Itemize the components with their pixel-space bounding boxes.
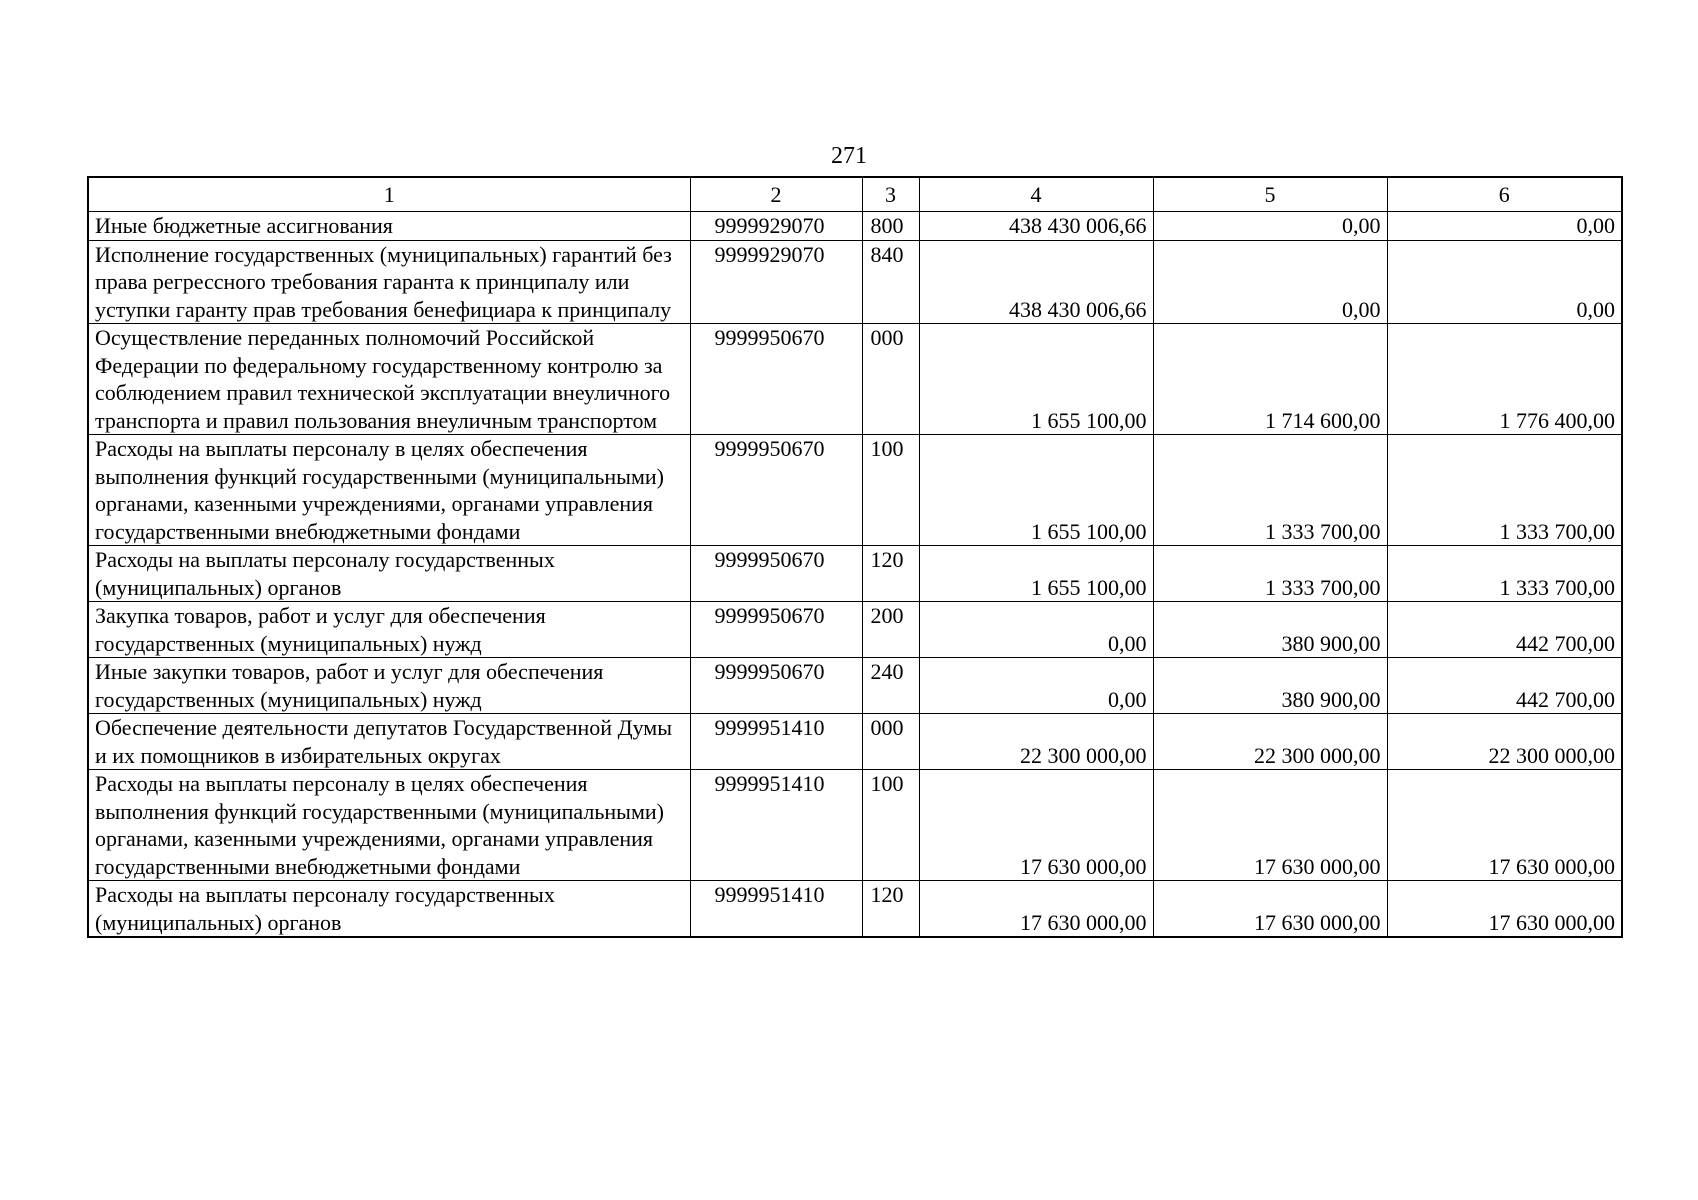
row-value-1-cell: 17 630 000,00 bbox=[919, 770, 1153, 881]
row-kind-cell: 120 bbox=[862, 546, 919, 602]
table-row bbox=[88, 714, 1622, 770]
table-header-row bbox=[88, 177, 1622, 212]
row-code-cell: 9999951410 bbox=[690, 770, 862, 881]
row-name-cell: Расходы на выплаты персоналу государственных (муниципальных) органов bbox=[88, 546, 690, 602]
row-kind-cell: 240 bbox=[862, 658, 919, 714]
table-row bbox=[88, 602, 1622, 658]
table-row bbox=[88, 658, 1622, 714]
row-code-cell: 9999950670 bbox=[690, 435, 862, 546]
row-value-1-cell: 0,00 bbox=[919, 658, 1153, 714]
row-code-cell: 9999951410 bbox=[690, 714, 862, 770]
row-kind-cell: 120 bbox=[862, 881, 919, 938]
row-code-cell: 9999950670 bbox=[690, 324, 862, 435]
row-name-cell: Расходы на выплаты персоналу в целях обеспечения выполнения функций государственными (муниципальными) органами, казенными учреждениями, органами управления государственными внебюджетными фондами bbox=[88, 435, 690, 546]
row-name-cell: Исполнение государственных (муниципальных) гарантий без права регрессного требования гаранта к принципалу или уступки гаранту прав требования бенефициара к принципалу bbox=[88, 240, 690, 324]
row-value-2-cell: 17 630 000,00 bbox=[1153, 770, 1387, 881]
row-value-1-cell: 438 430 006,66 bbox=[919, 240, 1153, 324]
row-value-3-cell: 442 700,00 bbox=[1387, 658, 1622, 714]
row-code-cell: 9999929070 bbox=[690, 240, 862, 324]
row-name-cell: Иные закупки товаров, работ и услуг для обеспечения государственных (муниципальных) нужд bbox=[88, 658, 690, 714]
column-header: 2 bbox=[690, 177, 862, 212]
row-code-cell: 9999950670 bbox=[690, 658, 862, 714]
table-row bbox=[88, 770, 1622, 881]
table-row bbox=[88, 881, 1622, 938]
row-kind-cell: 840 bbox=[862, 240, 919, 324]
table-row bbox=[88, 546, 1622, 602]
column-header: 1 bbox=[88, 177, 690, 212]
row-name-cell: Осуществление переданных полномочий Российской Федерации по федеральному государственному контролю за соблюдением правил технической эксплуатации внеуличного транспорта и правил пользования внеуличным транспортом bbox=[88, 324, 690, 435]
row-value-3-cell: 0,00 bbox=[1387, 212, 1622, 241]
row-value-2-cell: 380 900,00 bbox=[1153, 658, 1387, 714]
row-value-1-cell: 1 655 100,00 bbox=[919, 546, 1153, 602]
row-name-cell: Обеспечение деятельности депутатов Государственной Думы и их помощников в избирательных округах bbox=[88, 714, 690, 770]
page-number: 271 bbox=[831, 143, 867, 169]
row-value-1-cell: 0,00 bbox=[919, 602, 1153, 658]
row-kind-cell: 100 bbox=[862, 770, 919, 881]
row-kind-cell: 200 bbox=[862, 602, 919, 658]
column-header: 6 bbox=[1387, 177, 1622, 212]
column-header: 4 bbox=[919, 177, 1153, 212]
row-value-1-cell: 1 655 100,00 bbox=[919, 324, 1153, 435]
row-value-1-cell: 1 655 100,00 bbox=[919, 435, 1153, 546]
row-value-2-cell: 0,00 bbox=[1153, 240, 1387, 324]
row-code-cell: 9999929070 bbox=[690, 212, 862, 241]
row-name-cell: Иные бюджетные ассигнования bbox=[88, 212, 690, 241]
row-kind-cell: 800 bbox=[862, 212, 919, 241]
row-value-1-cell: 438 430 006,66 bbox=[919, 212, 1153, 241]
row-code-cell: 9999950670 bbox=[690, 602, 862, 658]
row-value-3-cell: 1 333 700,00 bbox=[1387, 435, 1622, 546]
row-value-3-cell: 1 333 700,00 bbox=[1387, 546, 1622, 602]
row-value-1-cell: 17 630 000,00 bbox=[919, 881, 1153, 938]
row-value-2-cell: 380 900,00 bbox=[1153, 602, 1387, 658]
row-value-3-cell: 22 300 000,00 bbox=[1387, 714, 1622, 770]
row-value-3-cell: 0,00 bbox=[1387, 240, 1622, 324]
row-name-cell: Расходы на выплаты персоналу в целях обеспечения выполнения функций государственными (муниципальными) органами, казенными учреждениями, органами управления государственными внебюджетными фондами bbox=[88, 770, 690, 881]
table-row bbox=[88, 435, 1622, 546]
row-value-2-cell: 1 714 600,00 bbox=[1153, 324, 1387, 435]
column-header: 3 bbox=[862, 177, 919, 212]
table-row bbox=[88, 212, 1622, 241]
row-value-2-cell: 0,00 bbox=[1153, 212, 1387, 241]
row-value-2-cell: 1 333 700,00 bbox=[1153, 546, 1387, 602]
row-value-2-cell: 1 333 700,00 bbox=[1153, 435, 1387, 546]
row-value-1-cell: 22 300 000,00 bbox=[919, 714, 1153, 770]
table-row bbox=[88, 240, 1622, 324]
column-header: 5 bbox=[1153, 177, 1387, 212]
row-code-cell: 9999951410 bbox=[690, 881, 862, 938]
row-kind-cell: 000 bbox=[862, 714, 919, 770]
row-kind-cell: 000 bbox=[862, 324, 919, 435]
row-kind-cell: 100 bbox=[862, 435, 919, 546]
budget-table bbox=[87, 176, 1623, 938]
table-row bbox=[88, 324, 1622, 435]
row-name-cell: Расходы на выплаты персоналу государственных (муниципальных) органов bbox=[88, 881, 690, 938]
row-value-3-cell: 442 700,00 bbox=[1387, 602, 1622, 658]
row-value-3-cell: 17 630 000,00 bbox=[1387, 770, 1622, 881]
row-name-cell: Закупка товаров, работ и услуг для обеспечения государственных (муниципальных) нужд bbox=[88, 602, 690, 658]
row-value-3-cell: 17 630 000,00 bbox=[1387, 881, 1622, 938]
row-value-3-cell: 1 776 400,00 bbox=[1387, 324, 1622, 435]
row-value-2-cell: 22 300 000,00 bbox=[1153, 714, 1387, 770]
row-code-cell: 9999950670 bbox=[690, 546, 862, 602]
row-value-2-cell: 17 630 000,00 bbox=[1153, 881, 1387, 938]
